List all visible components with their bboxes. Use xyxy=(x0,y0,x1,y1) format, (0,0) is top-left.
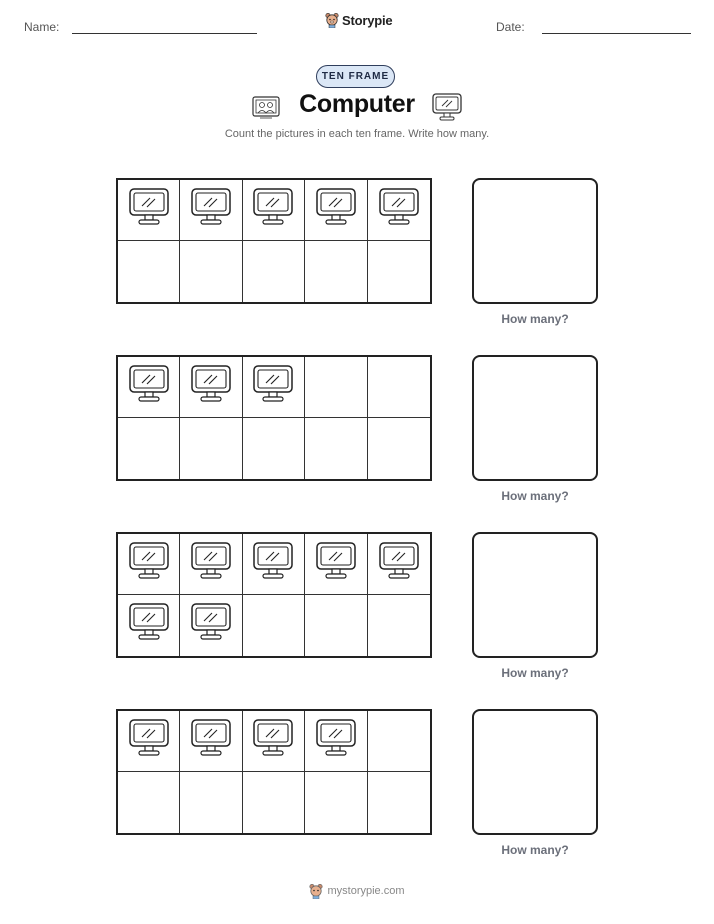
ten-frame-cell xyxy=(118,711,180,772)
ten-frame-cell xyxy=(305,180,367,241)
computer-monitor-icon xyxy=(189,186,233,235)
ten-frame-cell xyxy=(305,357,367,418)
date-label: Date: xyxy=(496,20,525,34)
name-line[interactable] xyxy=(72,33,257,34)
ten-frame-cell xyxy=(305,595,367,656)
ten-frame-cell xyxy=(305,772,367,833)
how-many-label-3: How many? xyxy=(501,666,569,680)
computer-monitor-icon xyxy=(189,363,233,412)
computer-monitor-icon xyxy=(127,186,171,235)
ten-frame-cell xyxy=(243,180,305,241)
ten-frame-cell xyxy=(305,711,367,772)
ten-frame-cell xyxy=(368,180,430,241)
ten-frame-cell xyxy=(368,357,430,418)
ten-frame-cell xyxy=(368,418,430,479)
computer-monitor-icon xyxy=(251,363,295,412)
answer-box-3[interactable] xyxy=(472,532,598,658)
instructions: Count the pictures in each ten frame. Write how many. xyxy=(224,128,490,140)
answer-box-2[interactable] xyxy=(472,355,598,481)
answer-box-4[interactable] xyxy=(472,709,598,835)
ten-frame-cell xyxy=(243,534,305,595)
ten-frame-cell xyxy=(180,772,242,833)
ten-frame-cell xyxy=(305,418,367,479)
ten-frame-cell xyxy=(180,711,242,772)
computer-monitor-icon xyxy=(127,363,171,412)
footer xyxy=(0,883,714,899)
ten-frame-3 xyxy=(116,532,432,658)
ten-frame-cell xyxy=(305,241,367,302)
computer-monitor-icon xyxy=(431,92,463,122)
storypie-bear-icon xyxy=(325,12,339,28)
how-many-label-2: How many? xyxy=(501,489,569,503)
computer-monitor-icon xyxy=(127,540,171,589)
computer-monitor-icon xyxy=(377,540,421,589)
ten-frame-2 xyxy=(116,355,432,481)
ten-frame-cell xyxy=(180,180,242,241)
ten-frame-cell xyxy=(243,711,305,772)
ten-frame-cell xyxy=(368,241,430,302)
ten-frame-cell xyxy=(180,241,242,302)
how-many-label-4: How many? xyxy=(501,843,569,857)
ten-frame-cell xyxy=(368,595,430,656)
computer-monitor-icon xyxy=(314,186,358,235)
ten-frame-cell xyxy=(118,418,180,479)
ten-frame-4 xyxy=(116,709,432,835)
computer-monitor-icon xyxy=(314,540,358,589)
ten-frame-cell xyxy=(368,534,430,595)
ten-frame-cell xyxy=(243,772,305,833)
computer-monitor-icon xyxy=(127,717,171,766)
footer-site[interactable]: mystorypie.com xyxy=(327,885,405,897)
ten-frame-1 xyxy=(116,178,432,304)
picture-frame-icon xyxy=(252,96,280,120)
computer-monitor-icon xyxy=(189,540,233,589)
ten-frame-cell xyxy=(118,357,180,418)
ten-frame-cell xyxy=(243,418,305,479)
ten-frame-cell xyxy=(243,357,305,418)
ten-frame-cell xyxy=(118,180,180,241)
ten-frame-cell xyxy=(243,241,305,302)
ten-frame-cell xyxy=(180,595,242,656)
name-label: Name: xyxy=(24,20,60,34)
date-line[interactable] xyxy=(542,33,691,34)
answer-box-1[interactable] xyxy=(472,178,598,304)
computer-monitor-icon xyxy=(377,186,421,235)
ten-frame-cell xyxy=(118,595,180,656)
computer-monitor-icon xyxy=(251,540,295,589)
computer-monitor-icon xyxy=(251,717,295,766)
ten-frame-cell xyxy=(368,772,430,833)
ten-frame-cell xyxy=(368,711,430,772)
how-many-label-1: How many? xyxy=(501,312,569,326)
ten-frame-cell xyxy=(180,418,242,479)
brand-logo xyxy=(325,12,392,28)
ten-frame-cell xyxy=(180,357,242,418)
ten-frame-cell xyxy=(305,534,367,595)
computer-monitor-icon xyxy=(189,601,233,650)
computer-monitor-icon xyxy=(251,186,295,235)
ten-frame-cell xyxy=(118,534,180,595)
ten-frame-cell xyxy=(118,241,180,302)
ten-frame-cell xyxy=(180,534,242,595)
page-title: Computer xyxy=(299,90,415,118)
ten-frame-cell xyxy=(243,595,305,656)
computer-monitor-icon xyxy=(127,601,171,650)
ten-frame-cell xyxy=(118,772,180,833)
ten-frame-badge: TEN FRAME xyxy=(316,65,395,88)
computer-monitor-icon xyxy=(314,717,358,766)
computer-monitor-icon xyxy=(189,717,233,766)
brand-name: Storypie xyxy=(342,12,393,28)
storypie-bear-icon xyxy=(309,883,323,899)
